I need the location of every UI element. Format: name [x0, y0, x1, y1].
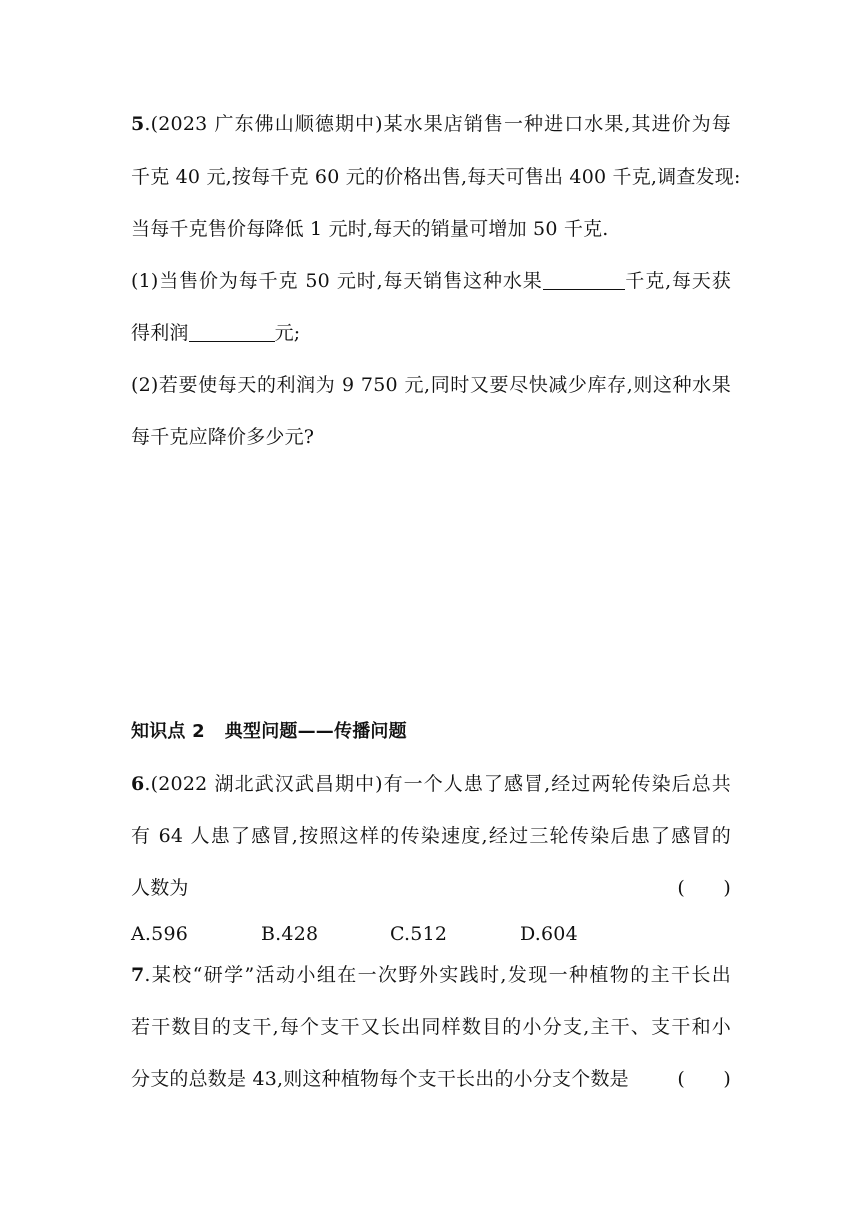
q5-sub1-blank-1[interactable]: [543, 269, 625, 290]
q7-line-2: 若干数目的支干,每个支干又长出同样数目的小分支,主干、支干和小: [131, 1016, 731, 1038]
q7-number: 7: [131, 964, 145, 986]
q6-number: 6: [131, 773, 145, 795]
q5-line-2: 千克 40 元,按每千克 60 元的价格出售,每天可售出 400 千克,调查发现:: [131, 166, 741, 188]
q6-line-1: [131, 771, 731, 797]
section-title: 典型问题——传播问题: [224, 721, 407, 742]
q5-sub1-text-d: 元;: [274, 322, 301, 344]
q5-sub1-line-2: [131, 320, 731, 346]
q5-sub2-line-2: 每千克应降价多少元?: [131, 426, 315, 448]
q7-line-3: [131, 1066, 731, 1092]
q7-line-1: [131, 962, 731, 988]
q7-text-1: .某校“研学”活动小组在一次野外实践时,发现一种植物的主干长出: [144, 964, 731, 986]
q5-number: 5: [131, 113, 145, 135]
q5-sub1-line-1: [131, 268, 731, 294]
q5-text-1: .(2023 广东佛山顺德期中)某水果店销售一种进口水果,其进价为每: [144, 113, 731, 135]
q5-sub1-text-c: 得利润: [131, 322, 189, 344]
q5-sub1-text-a: (1)当售价为每千克 50 元时,每天销售这种水果: [131, 270, 543, 292]
q5-line-1: [131, 111, 731, 137]
q6-line-3: [131, 875, 731, 901]
q5-sub1-text-b: 千克,每天获: [624, 270, 731, 292]
q6-option-d[interactable]: D.604: [520, 923, 578, 945]
q6-text-3: 人数为: [131, 877, 189, 899]
q5-line-3: 当每千克售价每降低 1 元时,每天的销量可增加 50 千克.: [131, 218, 609, 240]
q6-option-c[interactable]: C.512: [390, 923, 448, 945]
q6-option-a[interactable]: A.596: [131, 923, 189, 945]
q5-sub2-line-1: (2)若要使每天的利润为 9 750 元,同时又要尽快减少库存,则这种水果: [131, 374, 731, 396]
q6-text-1: .(2022 湖北武汉武昌期中)有一个人患了感冒,经过两轮传染后总共: [144, 773, 731, 795]
q6-answer-paren[interactable]: ( ): [677, 877, 731, 899]
q7-text-3: 分支的总数是 43,则这种植物每个支干长出的小分支个数是: [131, 1068, 629, 1090]
section-heading: [131, 719, 731, 745]
section-label: 知识点 2: [131, 721, 205, 742]
q6-line-2: 有 64 人患了感冒,按照这样的传染速度,经过三轮传染后患了感冒的: [131, 825, 731, 847]
q7-answer-paren[interactable]: ( ): [677, 1068, 731, 1090]
q6-option-b[interactable]: B.428: [261, 923, 319, 945]
q5-sub1-blank-2[interactable]: [189, 321, 275, 342]
